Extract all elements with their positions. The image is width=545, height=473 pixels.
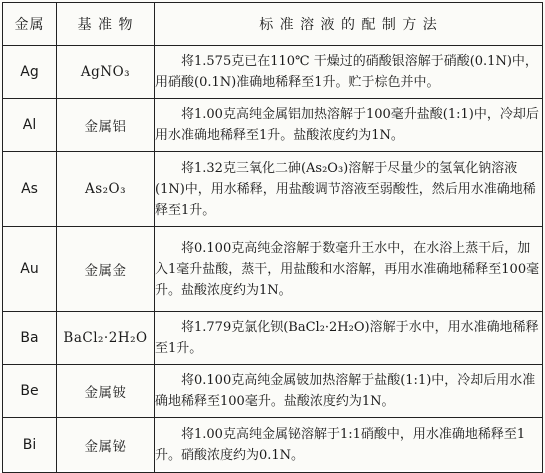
cell-method <box>155 418 543 473</box>
table-header-row <box>3 3 543 46</box>
table-row <box>3 365 543 418</box>
table-row <box>3 227 543 312</box>
cell-method <box>155 365 543 418</box>
table-row <box>3 312 543 365</box>
cell-metal: Au <box>3 227 57 312</box>
cell-metal: Ba <box>3 312 57 365</box>
cell-reference: 金属铝 <box>57 99 155 152</box>
method-text: 将1.00克高纯金属铋溶解于1:1硝酸中，用水准确地稀释至1升。硝酸浓度约为0.1N。 <box>155 427 526 463</box>
table-row <box>3 418 543 473</box>
header-reference: 基 准 物 <box>57 3 155 46</box>
cell-method <box>155 227 543 312</box>
cell-reference: 金属铋 <box>57 418 155 473</box>
standard-solution-table <box>2 2 543 473</box>
cell-reference: 金属铍 <box>57 365 155 418</box>
method-text: 将0.100克高纯金属铍加热溶解于盐酸(1:1)中，冷却后用水准确地稀释至100毫升。盐酸浓度约为1N。 <box>155 373 536 409</box>
cell-method <box>155 99 543 152</box>
cell-reference: 金属金 <box>57 227 155 312</box>
table-row <box>3 152 543 227</box>
cell-method <box>155 46 543 99</box>
method-text: 将0.100克高纯金溶解于数毫升王水中，在水浴上蒸干后，加入1毫升盐酸，蒸干，用盐酸和水溶解，再用水准确地稀释至100毫升。盐酸浓度约为1N。 <box>155 240 540 298</box>
header-method: 标 准 溶 液 的 配 制 方 法 <box>155 3 543 46</box>
table-row <box>3 99 543 152</box>
cell-metal: Al <box>3 99 57 152</box>
method-text: 将1.32克三氧化二砷(As₂O₃)溶解于尽量少的氢氧化钠溶液(1N)中，用水稀释，用盐酸调节溶液至弱酸性，然后用水准确地稀释至1升。 <box>155 160 536 218</box>
method-text: 将1.00克高纯金属铝加热溶解于100毫升盐酸(1:1)中，冷却后用水准确地稀释至1升。盐酸浓度约为1N。 <box>155 107 539 143</box>
cell-metal: Ag <box>3 46 57 99</box>
cell-reference: BaCl₂·2H₂O <box>57 312 155 365</box>
cell-metal: Bi <box>3 418 57 473</box>
method-text: 将1.779克氯化钡(BaCl₂·2H₂O)溶解于水中，用水准确地稀释至1升。 <box>155 320 539 356</box>
header-metal: 金属 <box>3 3 57 46</box>
cell-metal: Be <box>3 365 57 418</box>
method-text: 将1.575克已在110℃ 干燥过的硝酸银溶解于硝酸(0.1N)中，用硝酸(0.1N)准确地稀释至1升。贮于棕色并中。 <box>155 54 538 90</box>
cell-method <box>155 312 543 365</box>
cell-metal: As <box>3 152 57 227</box>
table-row <box>3 46 543 99</box>
cell-reference: AgNO₃ <box>57 46 155 99</box>
cell-reference: As₂O₃ <box>57 152 155 227</box>
cell-method <box>155 152 543 227</box>
